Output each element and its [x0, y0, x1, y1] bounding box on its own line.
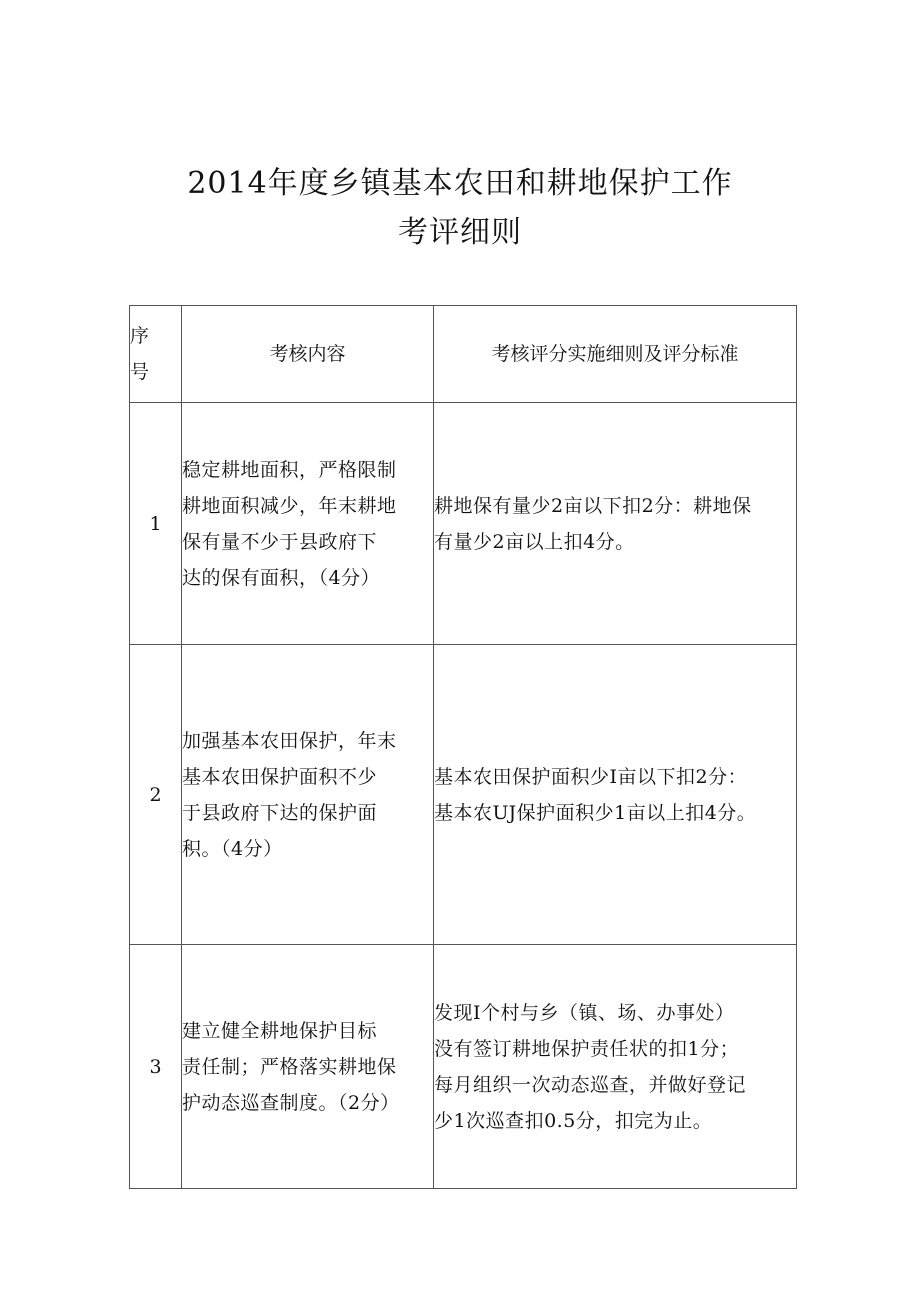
standard-line: 每月组织一次动态巡查，并做好登记 [434, 1073, 747, 1096]
content-line: 积。（4分） [182, 837, 283, 860]
document-subtitle: 考评细则 [398, 215, 522, 250]
row-seq: 3 [130, 945, 182, 1189]
header-content: 考核内容 [182, 306, 434, 403]
header-seq-top: 序 [130, 325, 150, 347]
content-line: 稳定耕地面积，严格限制 [182, 458, 397, 481]
content-line: 护动态巡查制度。（2分） [182, 1091, 400, 1114]
table-row [130, 403, 797, 645]
standard-line: 发现I个村与乡（镇、场、办事处） [434, 1001, 735, 1024]
header-standard: 考核评分实施细则及评分标准 [434, 306, 797, 403]
row-content [182, 403, 434, 645]
standard-line: 有量少2亩以上扣4分。 [434, 530, 635, 553]
table-header-row [130, 306, 797, 403]
content-line: 保有量不少于县政府下 [182, 530, 378, 553]
assessment-table [129, 305, 797, 1189]
table-row [130, 645, 797, 945]
header-seq [130, 306, 182, 403]
content-line: 建立健全耕地保护目标 [182, 1019, 378, 1042]
row-content [182, 645, 434, 945]
table-row [130, 945, 797, 1189]
row-seq: 2 [130, 645, 182, 945]
document-title: 2014年度乡镇基本农田和耕地保护工作 [187, 166, 733, 201]
content-line: 达的保有面积，（4分） [182, 566, 381, 589]
row-standard [434, 403, 797, 645]
standard-line: 基本农田保护面积少I亩以下扣2分： [434, 765, 748, 788]
standard-line: 基本农UJ保护面积少1亩以上扣4分。 [434, 801, 757, 824]
content-line: 加强基本农田保护，年末 [182, 729, 397, 752]
standard-line: 没有签订耕地保护责任状的扣1分； [434, 1037, 740, 1060]
row-content [182, 945, 434, 1189]
row-standard [434, 945, 797, 1189]
content-line: 耕地面积减少，年末耕地 [182, 494, 397, 517]
row-seq: 1 [130, 403, 182, 645]
header-seq-bottom: 号 [130, 361, 150, 383]
row-standard [434, 645, 797, 945]
content-line: 于县政府下达的保护面 [182, 801, 378, 824]
content-line: 责任制；严格落实耕地保 [182, 1055, 397, 1078]
standard-line: 耕地保有量少2亩以下扣2分：耕地保 [434, 494, 752, 517]
content-line: 基本农田保护面积不少 [182, 765, 378, 788]
standard-line: 少1次巡查扣0.5分，扣完为止。 [434, 1109, 713, 1132]
